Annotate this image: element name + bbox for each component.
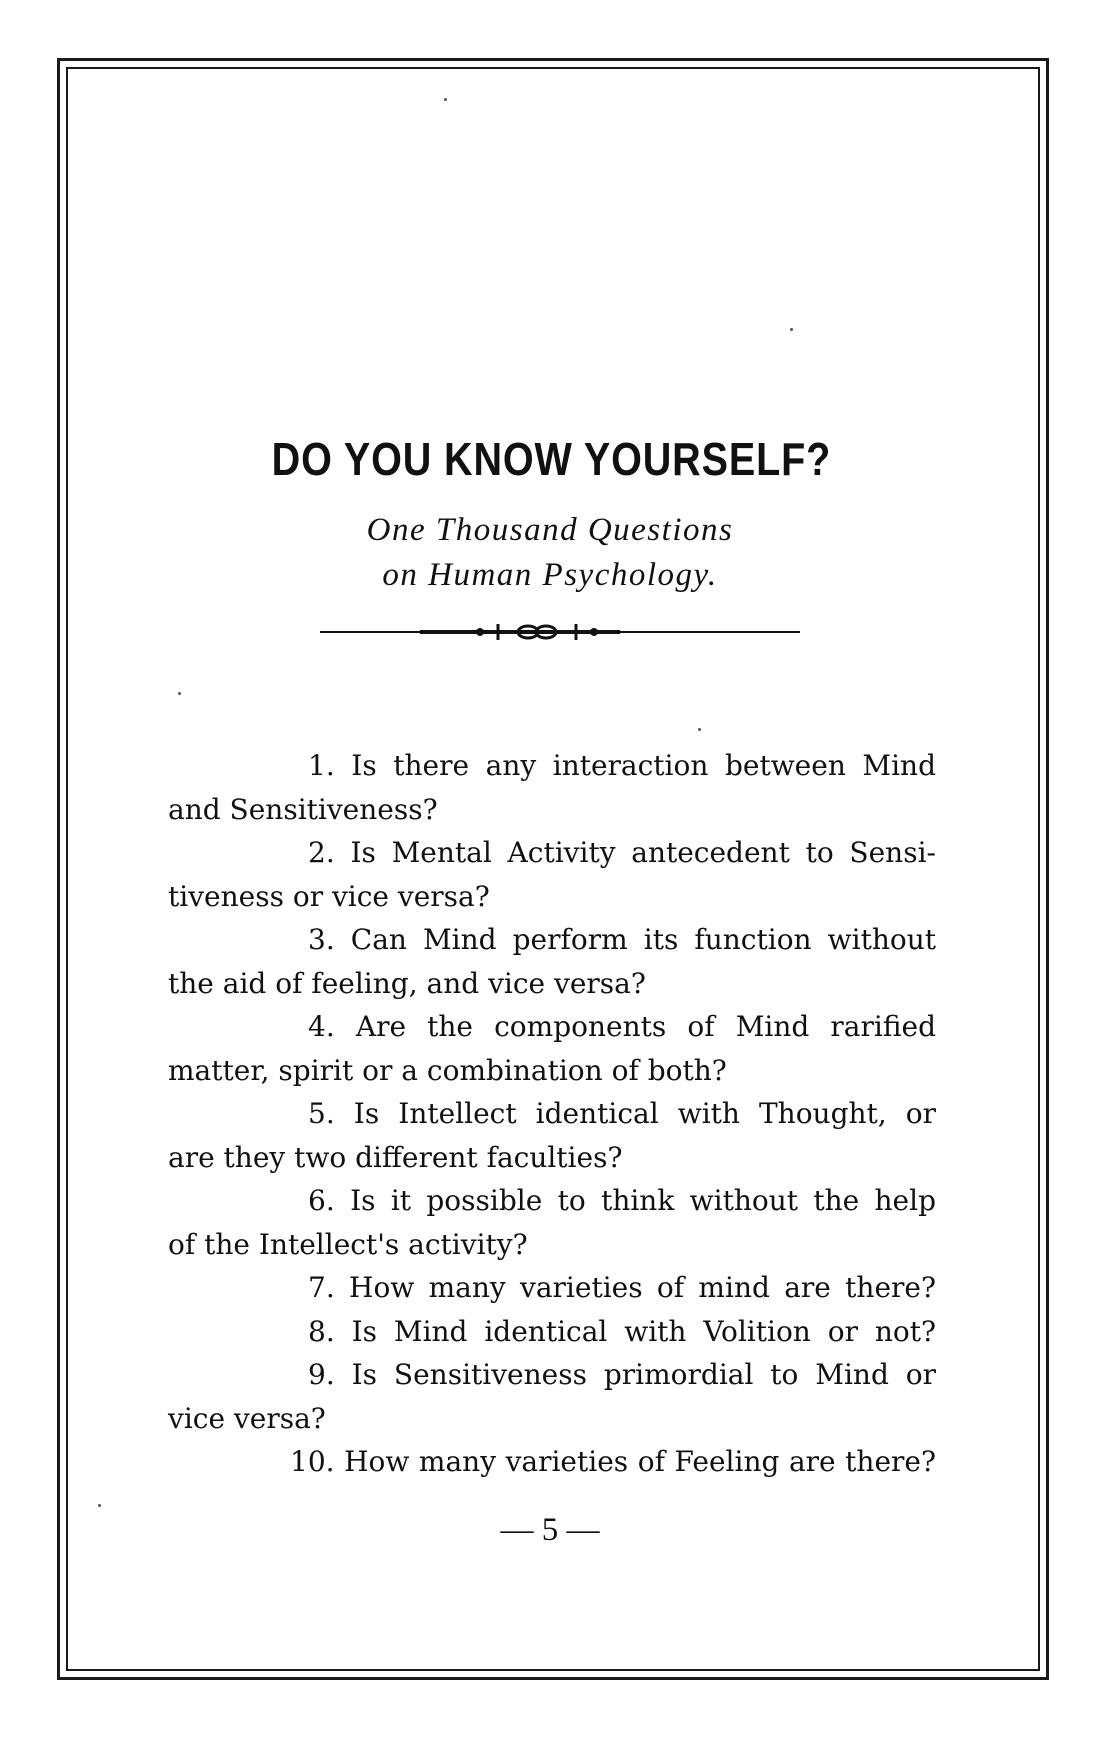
question-number: 6. <box>308 1184 335 1217</box>
question-number: 2. <box>308 836 335 869</box>
question-item <box>168 1353 936 1397</box>
question-item-continuation <box>168 1049 936 1093</box>
subtitle-line-1: One Thousand Questions <box>366 512 734 548</box>
question-number: 3. <box>308 923 335 956</box>
question-text: Is there any interaction between Mind <box>351 749 936 782</box>
question-number: 8. <box>308 1314 335 1348</box>
question-text: vice versa? <box>168 1401 326 1435</box>
question-item <box>168 1179 936 1223</box>
question-item <box>168 831 936 875</box>
question-text: Is Intellect identical with Thought, or <box>353 1097 936 1130</box>
question-text: Is Mind identical with Volition or not? <box>351 1314 936 1348</box>
print-speck <box>178 692 181 695</box>
question-text: How many varieties of mind are there? <box>349 1271 937 1304</box>
question-item-continuation <box>168 962 936 1006</box>
print-speck <box>698 728 701 731</box>
question-number: 1. <box>308 749 335 782</box>
question-item <box>168 1310 936 1354</box>
page-number: — 5 — <box>500 1512 600 1548</box>
question-number: 10. <box>290 1445 335 1478</box>
subtitle-line-2: on Human Psychology. <box>382 557 718 593</box>
question-text: Is it possible to think without the help <box>350 1184 936 1217</box>
print-speck <box>444 98 447 101</box>
question-text: tiveness or vice versa? <box>168 879 490 913</box>
page-title: DO YOU KNOW YOURSELF? <box>271 433 832 485</box>
question-text: and Sensitiveness? <box>168 792 438 826</box>
question-text: matter, spirit or a combination of both? <box>168 1053 727 1087</box>
question-text: of the Intellect's activity? <box>168 1227 528 1261</box>
question-item <box>168 1266 936 1310</box>
question-item <box>168 744 936 788</box>
question-list <box>168 744 936 1484</box>
question-item-continuation <box>168 788 936 832</box>
question-item-continuation <box>168 1397 936 1441</box>
question-item-continuation <box>168 1136 936 1180</box>
question-text: Are the components of Mind rarified <box>355 1010 936 1043</box>
question-text: the aid of feeling, and vice versa? <box>168 966 646 1000</box>
question-item <box>168 918 936 962</box>
question-text: Is Sensitiveness primordial to Mind or <box>351 1358 937 1391</box>
print-speck <box>790 328 793 331</box>
question-text: are they two different faculties? <box>168 1140 623 1174</box>
question-text: Is Mental Activity antecedent to Sensi- <box>350 836 936 869</box>
question-item <box>168 1092 936 1136</box>
question-number: 4. <box>308 1010 335 1043</box>
question-text: How many varieties of Feeling are there? <box>344 1445 937 1478</box>
question-item <box>168 1005 936 1049</box>
question-number: 9. <box>308 1358 335 1391</box>
question-number: 7. <box>308 1271 335 1304</box>
question-text: Can Mind perform its function without <box>350 923 936 956</box>
ornament-divider <box>320 617 800 647</box>
question-item <box>168 1440 936 1484</box>
question-number: 5. <box>308 1097 335 1130</box>
question-item-continuation <box>168 1223 936 1267</box>
print-speck <box>98 1504 101 1507</box>
question-item-continuation <box>168 875 936 919</box>
